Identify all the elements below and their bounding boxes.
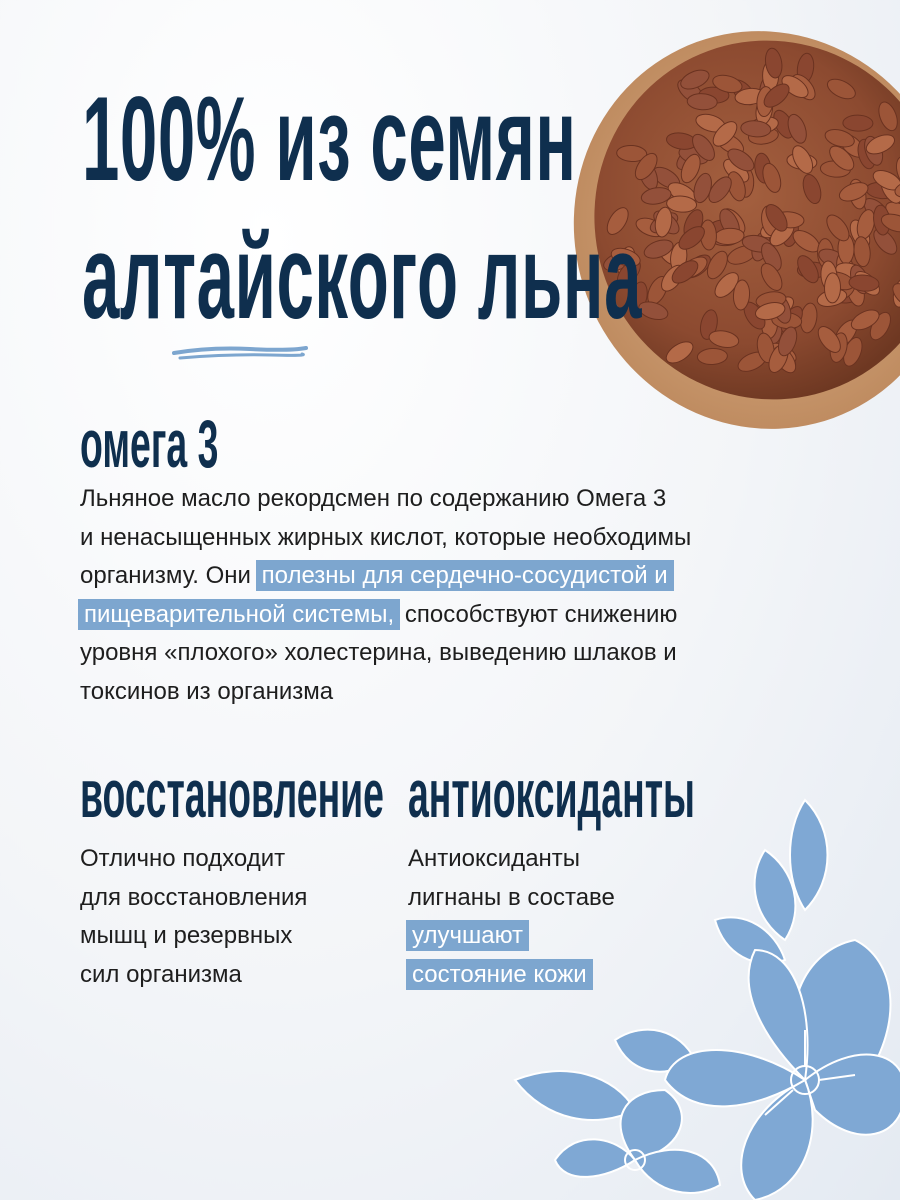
omega-line-2: и ненасыщенных жирных кислот, которые необходимы: [80, 523, 692, 551]
recovery-line-4: сил организма: [80, 960, 242, 988]
recovery-line-1: Отлично подходит: [80, 845, 286, 872]
brush-stroke-divider: [170, 343, 310, 363]
antioxidants-text: [408, 840, 688, 994]
recovery-line-3: мышц и резервных: [80, 922, 293, 949]
omega-line-4-text: способствуют снижению: [404, 600, 678, 628]
antioxidants-line-3: [408, 917, 688, 956]
antioxidants-line-4: [408, 956, 688, 995]
omega-line-5: уровня «плохого» холестерина, выведению шлаков и: [80, 639, 677, 666]
omega-line-3-text: организму. Они: [80, 562, 251, 589]
antioxidants-highlight-2: состояние кожи: [406, 959, 593, 990]
omega-highlight-1: полезны для сердечно-сосудистой и: [256, 560, 674, 591]
antioxidants-line-1: Антиоксиданты: [408, 845, 581, 872]
antioxidants-line-2: лигнаны в составе: [408, 883, 615, 911]
antioxidants-highlight-1: улучшают: [406, 920, 529, 951]
headline: [82, 70, 642, 346]
headline-line-1: 100% из семян: [82, 72, 577, 206]
omega-line-3: [80, 557, 780, 596]
recovery-title: восстановление: [80, 756, 384, 832]
omega-line-6: токсинов из организма: [80, 677, 334, 705]
headline-line-2: алтайского льна: [82, 210, 643, 344]
antioxidants-title: антиоксиданты: [408, 756, 695, 832]
flax-seed: [843, 115, 873, 132]
omega-line-1: Льняное масло рекордсмен по содержанию Омега 3: [80, 485, 667, 512]
omega-highlight-2: пищеварительной системы,: [78, 599, 400, 630]
recovery-line-2: для восстановления: [80, 883, 308, 911]
omega-line-4: [80, 596, 780, 635]
recovery-text: [80, 840, 370, 994]
omega-title: омега 3: [80, 406, 219, 482]
flax-seed: [824, 273, 841, 303]
omega-text: [80, 480, 780, 711]
